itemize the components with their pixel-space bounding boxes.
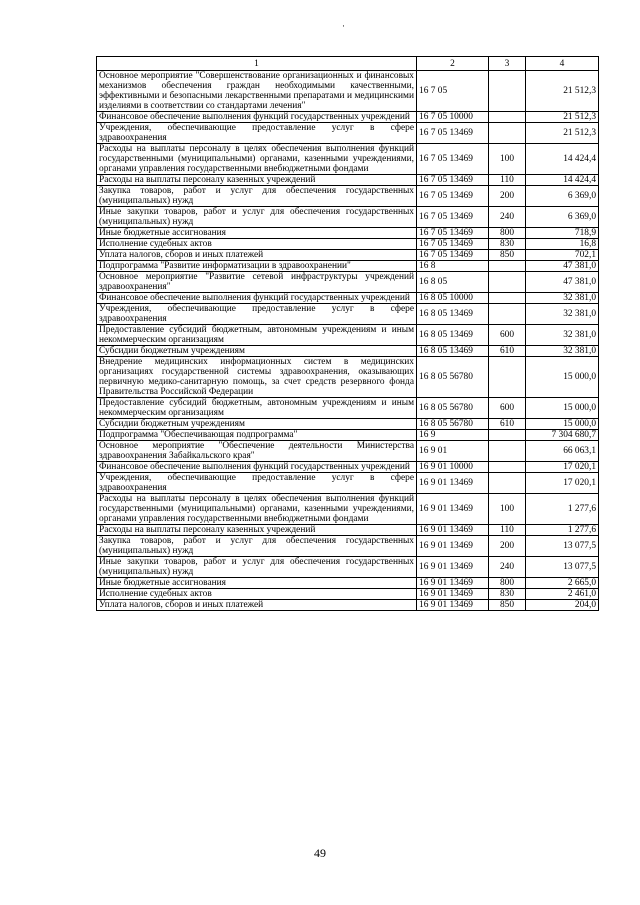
table-row [97, 589, 599, 600]
row-code: 16 8 05 13469 [417, 304, 489, 325]
row-code: 16 9 01 13469 [417, 589, 489, 600]
row-amount: 718,9 [526, 228, 599, 239]
row-expense-type: 200 [489, 536, 526, 557]
row-code: 16 7 05 13469 [417, 186, 489, 207]
row-amount: 1 277,6 [526, 525, 599, 536]
row-expense-type: 600 [489, 398, 526, 419]
table-row [97, 144, 599, 175]
table-row [97, 304, 599, 325]
row-name: Расходы на выплаты персоналу в целях обеспечения выполнения функций государственными (муниципальными) органами, казенными учреждениями, органами управления государственными внебюджетными фондами [97, 494, 417, 525]
table-row [97, 239, 599, 250]
row-expense-type [489, 441, 526, 462]
row-code: 16 8 05 13469 [417, 325, 489, 346]
row-expense-type [489, 123, 526, 144]
row-amount: 14 424,4 [526, 144, 599, 175]
header-col-3: 3 [489, 57, 526, 71]
header-col-1: 1 [97, 57, 417, 71]
row-code: 16 8 05 10000 [417, 293, 489, 304]
row-code: 16 8 05 56780 [417, 419, 489, 430]
row-amount: 2 665,0 [526, 578, 599, 589]
row-expense-type: 600 [489, 325, 526, 346]
row-expense-type: 110 [489, 175, 526, 186]
row-name: Уплата налогов, сборов и иных платежей [97, 250, 417, 261]
table-row [97, 462, 599, 473]
row-code: 16 7 05 13469 [417, 228, 489, 239]
page-number: 49 [314, 846, 326, 860]
row-expense-type: 240 [489, 557, 526, 578]
row-expense-type [489, 71, 526, 112]
row-amount: 16,8 [526, 239, 599, 250]
row-expense-type: 240 [489, 207, 526, 228]
row-amount: 32 381,0 [526, 304, 599, 325]
row-code: 16 8 05 56780 [417, 398, 489, 419]
row-expense-type: 100 [489, 494, 526, 525]
row-code: 16 8 05 13469 [417, 346, 489, 357]
table-row [97, 578, 599, 589]
row-code: 16 7 05 13469 [417, 250, 489, 261]
row-expense-type: 610 [489, 419, 526, 430]
row-expense-type: 830 [489, 239, 526, 250]
row-code: 16 9 01 13469 [417, 578, 489, 589]
table-row [97, 186, 599, 207]
row-name: Субсидии бюджетным учреждениям [97, 346, 417, 357]
table-row [97, 71, 599, 112]
row-amount: 14 424,4 [526, 175, 599, 186]
table-row [97, 207, 599, 228]
row-name: Субсидии бюджетным учреждениям [97, 419, 417, 430]
row-expense-type: 830 [489, 589, 526, 600]
row-amount: 2 461,0 [526, 589, 599, 600]
row-code: 16 9 01 [417, 441, 489, 462]
budget-table [96, 56, 599, 611]
row-code: 16 7 05 13469 [417, 239, 489, 250]
table-row [97, 346, 599, 357]
row-code: 16 9 01 10000 [417, 462, 489, 473]
table-row [97, 261, 599, 272]
row-name: Расходы на выплаты персоналу казенных учреждений [97, 525, 417, 536]
row-name: Предоставление субсидий бюджетным, автономным учреждениям и иным некоммерческим организациям [97, 398, 417, 419]
row-code: 16 7 05 13469 [417, 175, 489, 186]
row-expense-type: 100 [489, 144, 526, 175]
table-row [97, 441, 599, 462]
row-name: Уплата налогов, сборов и иных платежей [97, 600, 417, 611]
row-expense-type [489, 430, 526, 441]
row-expense-type [489, 304, 526, 325]
row-amount: 13 077,5 [526, 536, 599, 557]
row-code: 16 9 01 13469 [417, 473, 489, 494]
row-name: Предоставление субсидий бюджетным, автономным учреждениям и иным некоммерческим организациям [97, 325, 417, 346]
row-name: Закупка товаров, работ и услуг для обеспечения государственных (муниципальных) нужд [97, 536, 417, 557]
table-row [97, 325, 599, 346]
row-amount: 204,0 [526, 600, 599, 611]
row-code: 16 9 01 13469 [417, 600, 489, 611]
row-name: Основное мероприятие "Совершенствование организационных и финансовых механизмов обеспечения граждан необходимыми качественными, эффективными и безопасными лекарственными препаратами и медицинскими изделиями в соответствии со стандартами лечения" [97, 71, 417, 112]
row-amount: 15 000,0 [526, 357, 599, 398]
header-row [97, 57, 599, 71]
row-amount: 7 304 680,7 [526, 430, 599, 441]
row-name: Закупка товаров, работ и услуг для обеспечения государственных (муниципальных) нужд [97, 186, 417, 207]
row-name: Исполнение судебных актов [97, 589, 417, 600]
row-code: 16 7 05 13469 [417, 144, 489, 175]
row-code: 16 8 05 56780 [417, 357, 489, 398]
row-amount: 47 381,0 [526, 261, 599, 272]
row-expense-type: 110 [489, 525, 526, 536]
row-expense-type [489, 462, 526, 473]
row-code: 16 8 [417, 261, 489, 272]
table-row [97, 228, 599, 239]
row-code: 16 9 01 13469 [417, 525, 489, 536]
row-name: Учреждения, обеспечивающие предоставление услуг в сфере здравоохранения [97, 473, 417, 494]
row-code: 16 7 05 13469 [417, 207, 489, 228]
header-col-4: 4 [526, 57, 599, 71]
row-name: Подпрограмма "Обеспечивающая подпрограмма" [97, 430, 417, 441]
row-amount: 21 512,3 [526, 112, 599, 123]
row-name: Основное мероприятие "Развитие сетевой инфраструктуры учреждений здравоохранения" [97, 272, 417, 293]
row-name: Иные бюджетные ассигнования [97, 228, 417, 239]
table-row [97, 112, 599, 123]
row-amount: 15 000,0 [526, 419, 599, 430]
top-mark: · [342, 21, 345, 31]
row-code: 16 7 05 10000 [417, 112, 489, 123]
table-row [97, 525, 599, 536]
row-code: 16 9 01 13469 [417, 494, 489, 525]
row-expense-type: 800 [489, 578, 526, 589]
table-row [97, 494, 599, 525]
row-name: Иные бюджетные ассигнования [97, 578, 417, 589]
row-name: Исполнение судебных актов [97, 239, 417, 250]
row-amount: 702,1 [526, 250, 599, 261]
row-expense-type [489, 473, 526, 494]
table-row [97, 123, 599, 144]
row-name: Расходы на выплаты персоналу казенных учреждений [97, 175, 417, 186]
row-amount: 15 000,0 [526, 398, 599, 419]
row-name: Иные закупки товаров, работ и услуг для обеспечения государственных (муниципальных) нужд [97, 207, 417, 228]
row-name: Финансовое обеспечение выполнения функций государственных учреждений [97, 112, 417, 123]
row-expense-type: 850 [489, 600, 526, 611]
table-row [97, 272, 599, 293]
row-expense-type: 200 [489, 186, 526, 207]
row-expense-type [489, 112, 526, 123]
row-code: 16 7 05 [417, 71, 489, 112]
row-expense-type [489, 261, 526, 272]
row-name: Расходы на выплаты персоналу в целях обеспечения выполнения функций государственными (муниципальными) органами, казенными учреждениями, органами управления государственными внебюджетными фондами [97, 144, 417, 175]
row-expense-type [489, 357, 526, 398]
row-name: Учреждения, обеспечивающие предоставление услуг в сфере здравоохранения [97, 123, 417, 144]
table-row [97, 250, 599, 261]
row-amount: 32 381,0 [526, 346, 599, 357]
table-row [97, 419, 599, 430]
row-code: 16 9 [417, 430, 489, 441]
row-name: Финансовое обеспечение выполнения функций государственных учреждений [97, 293, 417, 304]
row-expense-type: 850 [489, 250, 526, 261]
row-name: Подпрограмма "Развитие информатизации в здравоохранении" [97, 261, 417, 272]
header-col-2: 2 [417, 57, 489, 71]
row-name: Иные закупки товаров, работ и услуг для обеспечения государственных (муниципальных) нужд [97, 557, 417, 578]
row-amount: 32 381,0 [526, 325, 599, 346]
row-code: 16 9 01 13469 [417, 536, 489, 557]
row-amount: 47 381,0 [526, 272, 599, 293]
row-amount: 17 020,1 [526, 462, 599, 473]
row-expense-type: 610 [489, 346, 526, 357]
row-amount: 13 077,5 [526, 557, 599, 578]
table-row [97, 600, 599, 611]
row-name: Финансовое обеспечение выполнения функций государственных учреждений [97, 462, 417, 473]
row-amount: 21 512,3 [526, 123, 599, 144]
table-row [97, 293, 599, 304]
row-code: 16 7 05 13469 [417, 123, 489, 144]
row-amount: 6 369,0 [526, 186, 599, 207]
table-row [97, 357, 599, 398]
row-name: Учреждения, обеспечивающие предоставление услуг в сфере здравоохранения [97, 304, 417, 325]
row-expense-type [489, 272, 526, 293]
row-amount: 1 277,6 [526, 494, 599, 525]
row-name: Внедрение медицинских информационных систем в медицинских организациях государственной системы здравоохранения, оказывающих первичную медико-санитарную помощь, за счет средств резервного фонда Правительства Российской Федерации [97, 357, 417, 398]
table-row [97, 536, 599, 557]
table-row [97, 473, 599, 494]
row-amount: 66 063,1 [526, 441, 599, 462]
row-amount: 21 512,3 [526, 71, 599, 112]
table-body [97, 71, 599, 611]
row-code: 16 9 01 13469 [417, 557, 489, 578]
table-row [97, 557, 599, 578]
row-amount: 17 020,1 [526, 473, 599, 494]
row-expense-type: 800 [489, 228, 526, 239]
table-row [97, 175, 599, 186]
table-row [97, 398, 599, 419]
row-code: 16 8 05 [417, 272, 489, 293]
row-name: Основное мероприятие "Обеспечение деятельности Министерства здравоохранения Забайкальского края" [97, 441, 417, 462]
row-amount: 32 381,0 [526, 293, 599, 304]
table-row [97, 430, 599, 441]
row-amount: 6 369,0 [526, 207, 599, 228]
row-expense-type [489, 293, 526, 304]
